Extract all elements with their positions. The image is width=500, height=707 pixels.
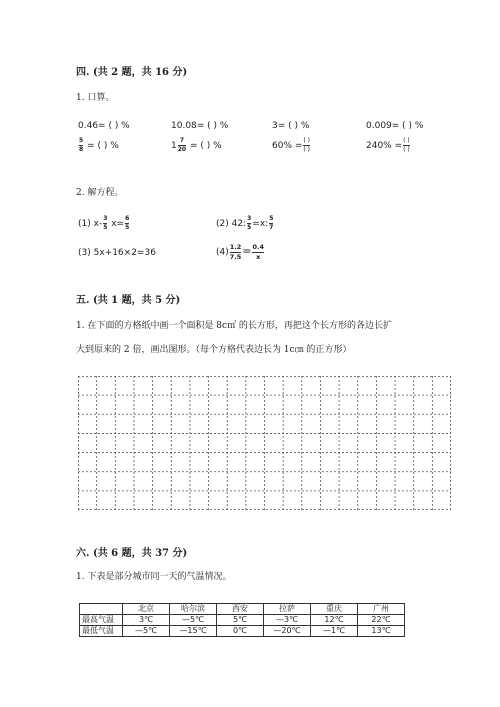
fraction: $\frac{3}{5}$ (103, 215, 108, 231)
fraction: $\frac{5}{7}$ (269, 215, 274, 231)
question-text: 1. 下表是部分城市同一天的气温情况。 (76, 572, 232, 582)
oral-calc-item: $\frac{5}{8}$ = ( ) % (79, 137, 119, 153)
table-corner-cell (80, 604, 123, 615)
city-header: 广州 (358, 604, 405, 615)
oral-calc-item: 0.009= ( ) % (366, 121, 424, 131)
city-header: 西安 (217, 604, 264, 615)
table-cell: —5℃ (123, 626, 170, 637)
table-cell: 12℃ (311, 615, 358, 626)
table-cell: 3℃ (123, 615, 170, 626)
oral-calc-item: 60% = ( ) ( ) (272, 137, 310, 153)
blank-fraction: ( ) ( ) (403, 137, 410, 153)
table-row (80, 626, 405, 637)
oral-calc-item: 0.46= ( ) % (78, 121, 130, 131)
table-header-row (80, 604, 405, 615)
question-1-label: 1. 口算。 (76, 93, 115, 103)
fraction: $\frac{1.2}{7.5}$ (229, 243, 242, 261)
city-header: 重庆 (311, 604, 358, 615)
fraction: $\frac{6}{5}$ (125, 215, 130, 231)
table-cell: 13℃ (358, 626, 405, 637)
section-4-title: 四. (共 2 题，共 16 分) (76, 67, 188, 78)
table-cell: —1℃ (311, 626, 358, 637)
fraction: $\frac{0.4}{x}$ (252, 243, 264, 261)
blank-fraction: ( ) ( ) (303, 137, 310, 153)
fraction: $\frac{7}{20}$ (177, 137, 187, 153)
temperature-table (79, 603, 405, 637)
question-2-label: 2. 解方程。 (76, 188, 124, 198)
equation-4: (4) $\frac{1.2}{7.5}$ = $\frac{0.4}{x}$ (216, 243, 264, 261)
square-grid-paper[interactable] (78, 376, 451, 510)
row-label: 最高气温 (80, 615, 123, 626)
equation-3: (3) 5x+16×2=36 (78, 248, 156, 258)
table-cell: 22℃ (358, 615, 405, 626)
oral-calc-item: 10.08= ( ) % (171, 121, 229, 131)
question-text: 1. 在下面的方格纸中画一个面积是 8c㎡ 的长方形，再把这个长方形的各边长扩 (76, 321, 392, 331)
row-label: 最低气温 (80, 626, 123, 637)
fraction: $\frac{5}{8}$ (79, 137, 84, 153)
table-cell: —20℃ (264, 626, 311, 637)
equation-2: (2) 42: $\frac{3}{5}$ =x: $\frac{5}{7}$ (216, 215, 274, 231)
table-row (80, 615, 405, 626)
table-cell: —5℃ (170, 615, 217, 626)
oral-calc-item: 3= ( ) % (272, 121, 310, 131)
section-6-title: 六. (共 6 题，共 37 分) (76, 548, 188, 559)
table-cell: —3℃ (264, 615, 311, 626)
fraction: $\frac{3}{5}$ (247, 215, 252, 231)
table-cell: —15℃ (170, 626, 217, 637)
city-header: 北京 (123, 604, 170, 615)
table-cell: 5℃ (217, 615, 264, 626)
question-text: 大到原来的 2 倍，画出图形。（每个方格代表边长为 1c㎝ 的正方形） (76, 345, 352, 355)
equation-1: (1) x- $\frac{3}{5}$ x= $\frac{6}{5}$ (78, 215, 130, 231)
oral-calc-item: 240% = ( ) ( ) (366, 137, 410, 153)
section-5-title: 五. (共 1 题，共 5 分) (76, 295, 181, 306)
city-header: 拉萨 (264, 604, 311, 615)
oral-calc-item: 1 $\frac{7}{20}$ = ( ) % (171, 137, 222, 153)
table-cell: 0℃ (217, 626, 264, 637)
city-header: 哈尔滨 (170, 604, 217, 615)
